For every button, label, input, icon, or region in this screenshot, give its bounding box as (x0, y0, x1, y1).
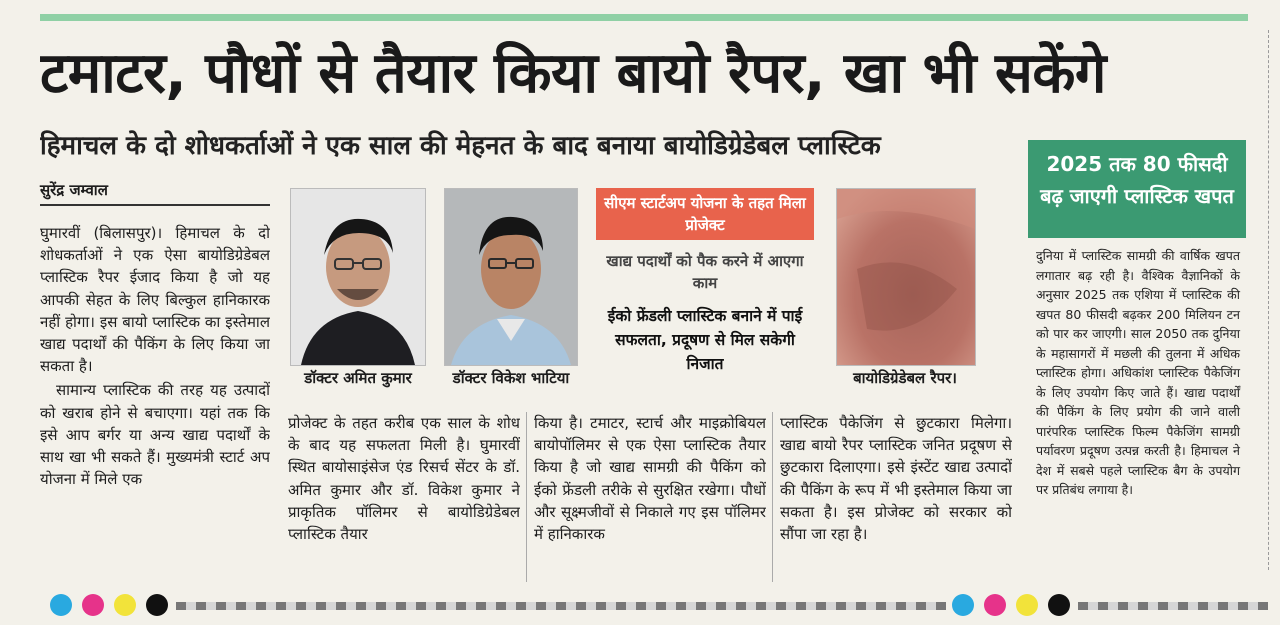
yellow-registration-dot (114, 594, 136, 616)
page-edge-line (1268, 30, 1269, 570)
byline-rule (40, 204, 270, 206)
sidebar-heading: 2025 तक 80 फीसदी बढ़ जाएगी प्लास्टिक खपत (1028, 140, 1246, 238)
grey-scale-strip (176, 602, 946, 610)
magenta-registration-dot (82, 594, 104, 616)
cyan-registration-dot (50, 594, 72, 616)
article-paragraph-2: सामान्य प्लास्टिक की तरह यह उत्पादों को खराब होने से बचाएगा। यहां तक कि इसे आप बर्गर या अन्य खाद्य पदार्थों के साथ खा भी सकते हैं। मुख्यमंत्री स्टार्ट अप योजना में मिले एक (40, 381, 270, 489)
scheme-grey-text: खाद्य पदार्थों को पैक करने में आएगा काम (606, 252, 804, 292)
cyan-registration-dot (952, 594, 974, 616)
photo-vikesh-bhatia (444, 188, 578, 366)
black-registration-dot (146, 594, 168, 616)
article-column-2: प्रोजेक्ट के तहत करीब एक साल के शोध के बाद यह सफलता मिली है। घुमारवीं स्थित बायोसाइंसेज एंड रिसर्च सेंटर के डॉ. अमित कुमार और डॉ. विकेश कुमार ने प्राकृतिक पॉलिमर से बायोडिग्रेडेबल प्लास्टिक तैयार (288, 414, 520, 544)
column-divider (526, 412, 527, 582)
article-paragraph-1: घुमारवीं (बिलासपुर)। हिमाचल के दो शोधकर्ताओं ने एक ऐसा बायोडिग्रेडेबल प्लास्टिक रैपर ईजाद किया है जो यह आपकी सेहत के लिए बिल्कुल हानिकारक नहीं होगा। इस बायो प्लास्टिक का इस्तेमाल खाद्य पदार्थों की पैकिंग के लिए किया जा सकता है। (40, 224, 270, 376)
photo-amit-kumar (290, 188, 426, 366)
registration-strip (0, 592, 1280, 618)
caption-photo-2: डॉक्टर विकेश भाटिया (452, 369, 570, 387)
photo-biodegradable-wrapper (836, 188, 976, 366)
headline: टमाटर, पौधों से तैयार किया बायो रैपर, खा भी सकेंगे (40, 41, 1106, 106)
scheme-box (596, 188, 814, 380)
caption-photo-1: डॉक्टर अमित कुमार (304, 369, 412, 387)
column-divider (772, 412, 773, 582)
caption-photo-3: बायोडिग्रेडेबल रैपर। (853, 369, 957, 387)
article-column-3: किया है। टमाटर, स्टार्च और माइक्रोबियल बायोपॉलिमर से एक ऐसा प्लास्टिक तैयार किया है जो खाद्य सामग्री की पैकिंग को ईको फ्रेंडली तरीके से सुरक्षित रखेगा। पौधों और सूक्ष्मजीवों से निकाले गए इस पॉलिमर में हानिकारक (534, 414, 766, 544)
article-column-1 (40, 222, 270, 584)
sidebar-box (1028, 140, 1246, 582)
magenta-registration-dot (984, 594, 1006, 616)
scheme-black-text: ईको फ्रेंडली प्लास्टिक बनाने में पाई सफलता, प्रदूषण से मिल सकेगी निजात (607, 307, 803, 373)
scheme-red-banner: सीएम स्टार्टअप योजना के तहत मिला प्रोजेक्ट (596, 188, 814, 240)
sidebar-body: दुनिया में प्लास्टिक सामग्री की वार्षिक खपत लगातार बढ़ रही है। वैश्विक वैज्ञानिकों के अनुसार 2025 तक एशिया में प्लास्टिक की खपत 80 फीसदी बढ़कर 200 मिलियन टन को पार कर जाएगी। साल 2050 तक दुनिया के महासागरों में मछली की तुलना में अधिक प्लास्टिक होगा। अधिकांश प्लास्टिक पैकेजिंग के लिए उपयोग किए जाते हैं। खाद्य पदार्थों की पैकिंग के लिए प्रयोग की जाने वाली पारंपरिक प्लास्टिक फिल्म पैकेजिंग सामग्री पर्यावरण प्रदूषण उत्पन्न करती है। हिमाचल ने देश में सबसे पहले प्लास्टिक बैग के उपयोग पर प्रतिबंध लगाया है। (1036, 248, 1240, 497)
top-color-bar (40, 14, 1248, 21)
article-column-4: प्लास्टिक पैकेजिंग से छुटकारा मिलेगा। खाद्य बायो रैपर प्लास्टिक जनित प्रदूषण से छुटकारा दिलाएगा। इसे इंस्टेंट खाद्य उत्पादों की पैकिंग के रूप में भी इस्तेमाल किया जा सकता है। इस प्रोजेक्ट को सरकार को सौंपा जा रहा है। (780, 414, 1012, 544)
grey-scale-strip (1078, 602, 1268, 610)
byline: सुरेंद्र जम्वाल (40, 181, 108, 199)
subheadline: हिमाचल के दो शोधकर्ताओं ने एक साल की मेहनत के बाद बनाया बायोडिग्रेडेबल प्लास्टिक (40, 131, 881, 161)
yellow-registration-dot (1016, 594, 1038, 616)
black-registration-dot (1048, 594, 1070, 616)
